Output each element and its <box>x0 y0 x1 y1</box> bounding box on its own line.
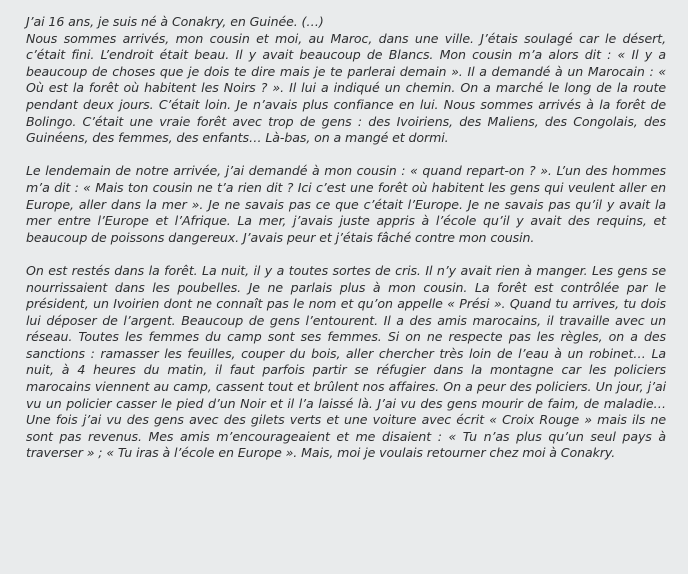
paragraph-intro: J’ai 16 ans, je suis né à Conakry, en Guinée. (…) Nous sommes arrivés, mon cousin et moi, au Maroc, dans une ville. J’étais soulagé car le désert, c’était fini. L’endroit était beau. Il y avait beaucoup de Blancs. Mon cousin m’a alors dit : « Il y a beaucoup de choses que je dois te dire mais je te parlerai demain ». Il a demandé à un Marocain : « Où est la forêt où habitent les Noirs ? ». Il lui a indiqué un chemin. On a marché le long de la route pendant deux jours. C’était loin. Je n’avais plus confiance en lui. Nous sommes arrivés à la forêt de Bolingo. C’était une vraie forêt avec trop de gens : des Ivoiriens, des Maliens, des Congolais, des Guinéens, des femmes, des enfants… Là-bas, on a mangé et dormi. <box>26 14 666 146</box>
paragraph-gap <box>26 246 666 263</box>
paragraph-next-day: Le lendemain de notre arrivée, j’ai demandé à mon cousin : « quand repart-on ? ». L’un des hommes m’a dit : « Mais ton cousin ne t’a rien dit ? Ici c’est une forêt où habitent les gens qui veulent aller en Europe, aller dans la mer ». Je ne savais pas ce que c’était l’Europe. Je ne savais pas qu’il y avait la mer entre l’Europe et l’Afrique. La mer, j’avais juste appris à l’école qu’il y avait des requins, et beaucoup de poissons dangereux. J’avais peur et j’étais fâché contre mon cousin. <box>26 163 666 245</box>
paragraph-forest: On est restés dans la forêt. La nuit, il y a toutes sortes de cris. Il n’y avait rien à manger. Les gens se nourrissaient dans les poubelles. Je ne parlais plus à mon cousin. La forêt est contrôlée par le président, un Ivoirien dont ne connaît pas le nom et qu’on appelle « Prési ». Quand tu arrives, tu dois lui déposer de l’argent. Beaucoup de gens l’entourent. Il a des amis marocains, il travaille avec un réseau. Toutes les femmes du camp sont ses femmes. Si on ne respecte pas les règles, on a des sanctions : ramasser les feuilles, couper du bois, aller chercher très loin de l’eau à un robinet… La nuit, à 4 heures du matin, il faut parfois partir se réfugier dans la montagne car les policiers marocains viennent au camp, cassent tout et brûlent nos affaires. On a peur des policiers. Un jour, j’ai vu un policier casser le pied d’un Noir et il l’a laissé là. J’ai vu des gens mourir de faim, de maladie… Une fois j’ai vu des gens avec des gilets verts et une voiture avec écrit « Croix Rouge » mais ils ne sont pas revenus. Mes amis m’encourageaient et me disaient : « Tu n’as plus qu’un seul pays à traverser » ; « Tu iras à l’école en Europe ». Mais, moi je voulais retourner chez moi à Conakry. <box>26 262 666 461</box>
paragraph-gap <box>26 147 666 164</box>
